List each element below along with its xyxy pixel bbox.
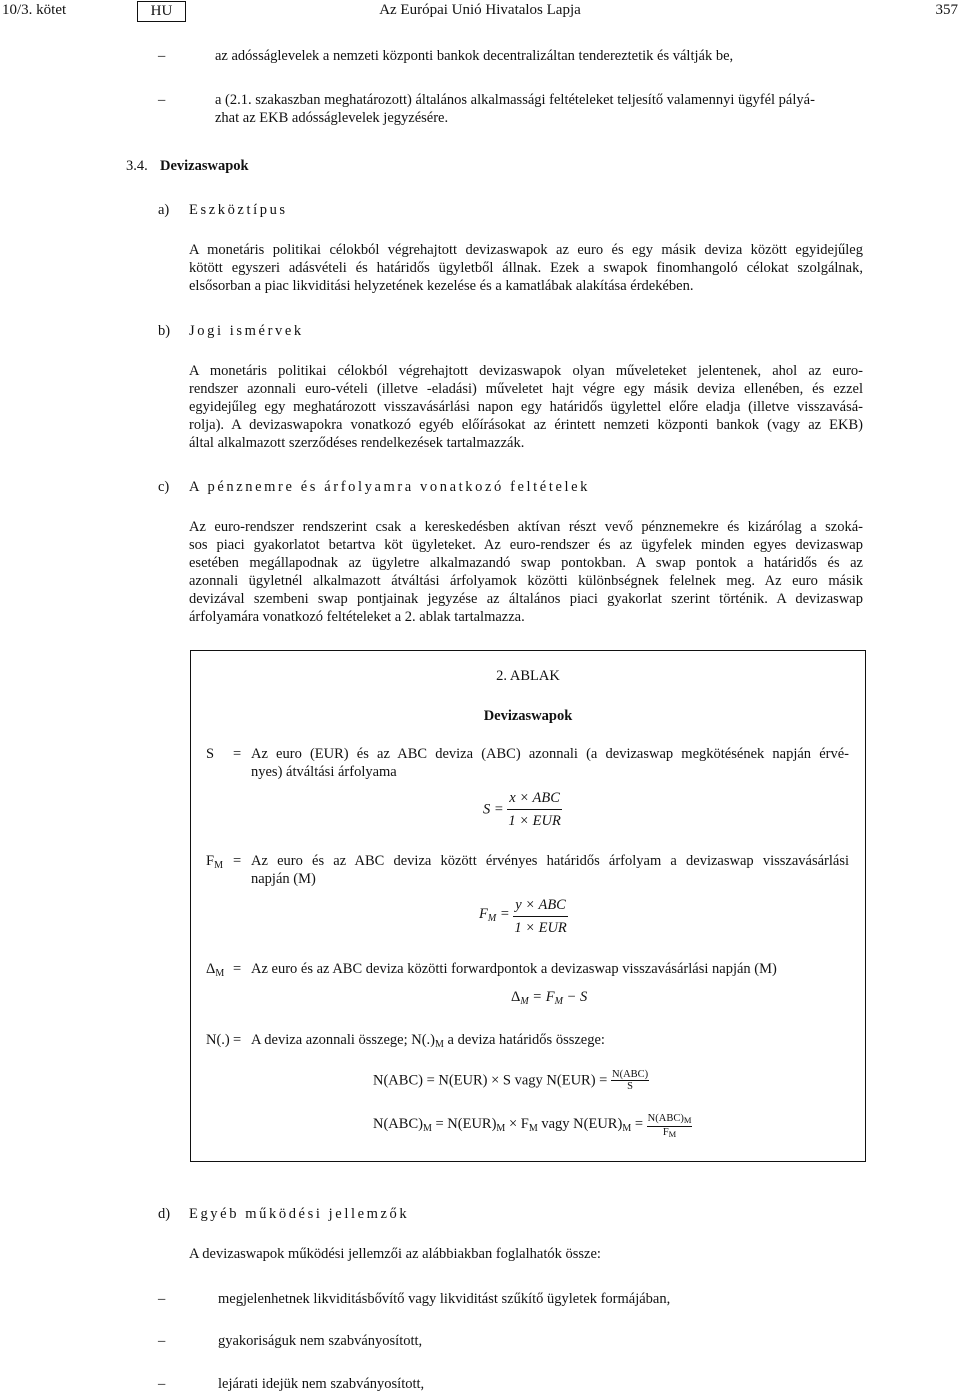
symbol-s: S	[206, 746, 215, 762]
symbol-f: F	[206, 853, 215, 869]
dash-bullet: –	[158, 1333, 166, 1349]
definition-fm-line: napján (M)	[251, 871, 316, 887]
paragraph-line: kötött egyszeri adásvételi és határidős ügyletből állnak. Ezek a swapok finomhangoló célokat szolgálnak,	[189, 260, 863, 276]
formula-s	[483, 789, 562, 830]
fraction	[611, 1069, 649, 1092]
paragraph-line: devizával szembeni swap pontjainak jegyzése az általános piaci gyakorlat szerint történik. A devizaswap	[189, 591, 863, 607]
dash-bullet: –	[158, 1376, 166, 1392]
equals-sign: =	[233, 853, 242, 869]
list-item: gyakoriságuk nem szabványosított,	[218, 1333, 423, 1349]
subscript-m: M	[668, 1129, 677, 1139]
fraction	[507, 789, 562, 830]
formula-part: =	[631, 1116, 644, 1132]
subsection-title: A pénznemre és árfolyamra vonatkozó feltételek	[189, 479, 591, 495]
formula-part: N(ABC)	[373, 1116, 423, 1132]
equals-sign: =	[233, 1032, 242, 1048]
page-number: 357	[935, 2, 958, 18]
subsection-title: Eszköztípus	[189, 202, 288, 218]
subsection-title: Jogi ismérvek	[189, 323, 304, 339]
fraction-numerator: N(ABC)	[611, 1069, 649, 1080]
box-label: 2. ABLAK	[496, 668, 560, 684]
fraction-denominator: S	[627, 1081, 633, 1092]
formula-part: vagy N(EUR)	[537, 1116, 623, 1132]
subscript-m: M	[520, 996, 529, 1007]
subscript-m: M	[487, 913, 497, 924]
list-item: a (2.1. szakaszban meghatározott) általános alkalmassági feltételeket teljesítő valamennyi ügyfél pályá-	[215, 92, 815, 108]
definition-n-part: a deviza határidős összege:	[447, 1032, 605, 1048]
definition-fm-line: Az euro és az ABC deviza között érvényes határidős árfolyam a devizaswap visszavásárlási	[251, 853, 849, 869]
subsection-marker: a)	[158, 202, 170, 218]
definition-s-line: nyes) átváltási árfolyama	[251, 764, 397, 780]
page-header	[0, 0, 960, 24]
paragraph-line: egyidejűleg egy meghatározott visszavásárlási napon egy határidős ügylettel előre eladja (illetve visszavásá-	[189, 399, 863, 415]
subsection-marker: b)	[158, 323, 171, 339]
list-item: megjelenhetnek likviditásbővítő vagy likviditást szűkítő ügyletek formájában,	[218, 1291, 671, 1307]
definition-n	[251, 1031, 605, 1054]
subscript-m: M	[622, 1123, 632, 1134]
fraction	[513, 896, 568, 937]
fraction-denominator: 1 × EUR	[514, 920, 567, 936]
subscript-m: M	[554, 996, 563, 1007]
formula-lhs: S =	[483, 801, 504, 818]
paragraph-line: A monetáris politikai célokból végrehajtott devizaswapok az euro és egy másik deviza között egyidejűleg	[189, 242, 863, 258]
paragraph-line: Az euro-rendszer rendszerint csak a kereskedésben aktívan részt vevő pénznemekre és kizárólag a szoká-	[189, 519, 863, 535]
paragraph-line: A monetáris politikai célokból végrehajtott devizaswapok olyan műveleteket jelentenek, ahol az euro-	[189, 363, 863, 379]
paragraph	[189, 362, 863, 452]
symbol-n: N(.)	[206, 1032, 230, 1048]
subscript-m: M	[214, 860, 223, 871]
journal-title: Az Európai Unió Hivatalos Lapja	[379, 2, 581, 18]
dash-bullet: –	[158, 1291, 166, 1307]
equals-sign: =	[233, 746, 242, 762]
subsection-marker: d)	[158, 1206, 171, 1222]
formula-text: N(ABC) = N(EUR) × S vagy N(EUR) =	[373, 1072, 608, 1089]
box-2	[190, 650, 866, 1162]
equals-sign: =	[532, 989, 543, 1005]
formula-rest: − S	[566, 989, 588, 1005]
subscript-m: M	[422, 1123, 432, 1134]
formula-fm	[479, 896, 568, 937]
formula-n2	[373, 1113, 692, 1140]
paragraph-line: esetében megállapodnak az ügyletre alkalmazandó swap pontokban. A swap pontok a határidős és az	[189, 555, 863, 571]
delta-symbol: Δ	[206, 961, 216, 977]
paragraph: A devizaswapok működési jellemzői az alábbiakban foglalhatók össze:	[189, 1246, 601, 1262]
formula-part: × F	[505, 1116, 529, 1132]
paragraph-line: által alkalmazott szerződéses rendelkezések tartalmazzák.	[189, 435, 525, 451]
symbol-delta-m	[206, 960, 224, 983]
dash-bullet: –	[158, 48, 166, 64]
paragraph	[189, 241, 863, 295]
subscript-m: M	[496, 1123, 506, 1134]
list-item: az adósságlevelek a nemzeti központi bankok decentralizáltan tendereztetik és váltják be,	[215, 48, 734, 64]
subscript-m: M	[435, 1039, 444, 1050]
formula-part: = N(EUR)	[431, 1116, 497, 1132]
subscript-m: M	[215, 968, 225, 979]
formula-text	[373, 1116, 643, 1132]
subsection-marker: c)	[158, 479, 170, 495]
subscript-m: M	[683, 1115, 692, 1125]
paragraph-line: azonnali ügyletnél alkalmazott átváltási árfolyamok közötti különbségnek felelnek meg. Az euro másik	[189, 573, 863, 589]
paragraph-line: elsősorban a piac likviditási helyzetének kezelése és a kamatlábak alakítása érdekében.	[189, 278, 694, 294]
definition-n-part: A deviza azonnali összege; N(.)	[251, 1032, 435, 1048]
section-number: 3.4.	[126, 158, 148, 174]
equals-sign: =	[233, 961, 242, 977]
subscript-m: M	[528, 1123, 538, 1134]
list-item: lejárati idejük nem szabványosított,	[218, 1376, 425, 1392]
symbol-f: F	[479, 906, 488, 922]
subsection-title: Egyéb működési jellemzők	[189, 1206, 410, 1222]
paragraph	[189, 518, 863, 626]
formula-n1	[373, 1069, 649, 1092]
list-item-continuation: zhat az EKB adósságlevelek jegyzésére.	[215, 110, 449, 126]
fraction-denominator-text: F	[662, 1127, 669, 1138]
symbol-fm	[206, 852, 223, 875]
box-title: Devizaswapok	[483, 708, 573, 724]
paragraph-line: árfolyamára vonatkozó feltételeket a 2. ablak tartalmazza.	[189, 609, 525, 625]
symbol-f: F	[545, 989, 555, 1005]
paragraph-line: rendszer azonnali euro-vételi (illetve -eladási) műveletet hajt végre egy másik deviza ellenében, és ezzel	[189, 381, 863, 397]
paragraph-line: rolja). A devizaswapokra vonatkozó egyéb előírásokat az érintett nemzeti központi bankok (vagy az EKB)	[189, 417, 863, 433]
definition-s-line: Az euro (EUR) és az ABC deviza (ABC) azonnali (a devizaswap megkötésének napján érvé-	[251, 746, 849, 762]
dash-bullet: –	[158, 92, 166, 108]
section-title: Devizaswapok	[160, 158, 249, 174]
fraction-numerator: y × ABC	[513, 896, 568, 917]
volume-label: 10/3. kötet	[2, 2, 67, 18]
equals-sign: =	[499, 906, 510, 922]
fraction	[647, 1113, 693, 1140]
fraction-numerator: x × ABC	[507, 789, 562, 810]
fraction-numerator-text: N(ABC)	[647, 1113, 684, 1124]
fraction-denominator	[663, 1127, 676, 1138]
language-badge: HU	[137, 1, 186, 22]
paragraph-line: sos piaci gyakorlatot betartva köt ügyleteket. Az euro-rendszer és az ügyfelek minden egyes devizaswap	[189, 537, 863, 553]
formula-lhs	[479, 906, 510, 922]
definition-delta: Az euro és az ABC deviza közötti forwardpontok a devizaswap visszavásárlási napján (M)	[251, 961, 777, 977]
formula-delta	[511, 988, 587, 1011]
fraction-numerator	[647, 1113, 693, 1127]
delta-symbol: Δ	[511, 989, 521, 1005]
fraction-denominator: 1 × EUR	[508, 813, 561, 829]
